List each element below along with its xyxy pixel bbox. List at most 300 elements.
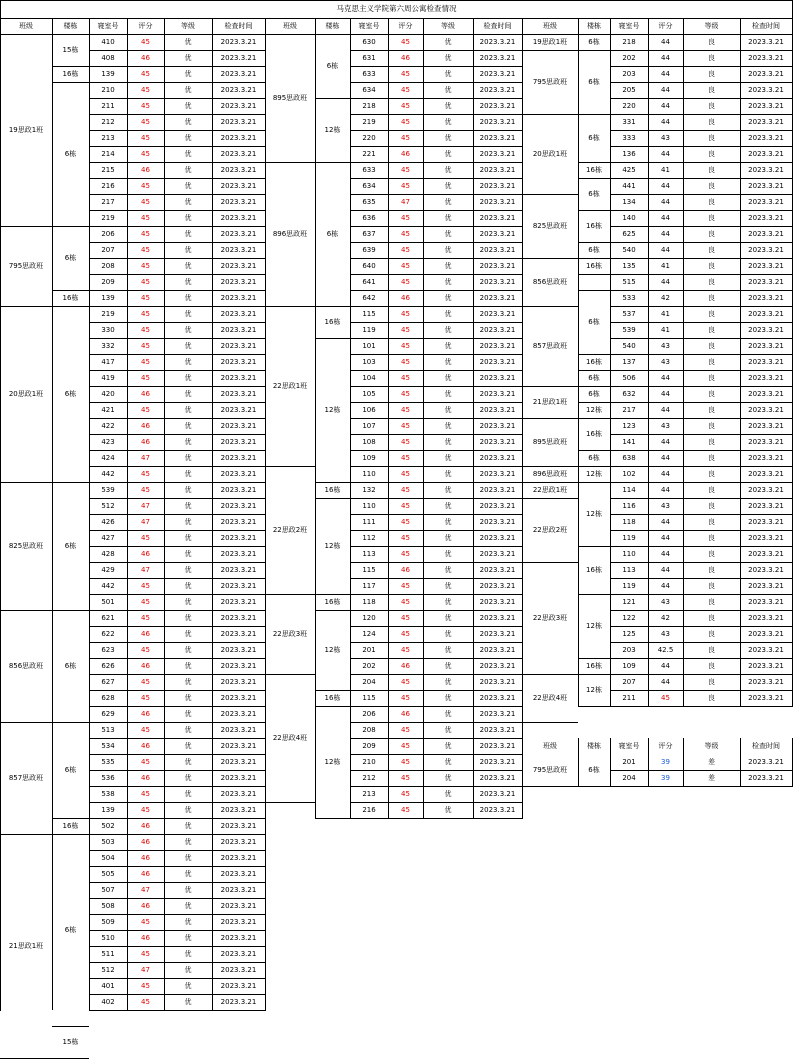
check-date: 2023.3.21 [220, 261, 257, 270]
score: 44 [661, 229, 670, 238]
room-number: 622 [101, 629, 115, 638]
check-date: 2023.3.21 [748, 597, 784, 606]
check-date: 2023.3.21 [479, 421, 516, 430]
grade: 优 [184, 725, 192, 734]
room-number: 333 [622, 133, 636, 142]
grade: 良 [708, 357, 715, 366]
score: 45 [401, 485, 410, 494]
check-date: 2023.3.21 [220, 485, 257, 494]
score: 44 [661, 485, 670, 494]
room-number: 211 [622, 693, 636, 702]
room-number: 202 [362, 661, 376, 670]
check-date: 2023.3.21 [748, 501, 784, 510]
room-number: 429 [101, 565, 115, 574]
column-header: 寝室号 [618, 741, 640, 750]
room-number: 117 [362, 581, 376, 590]
check-date: 2023.3.21 [220, 981, 257, 990]
grade: 优 [184, 677, 192, 686]
check-date: 2023.3.21 [479, 37, 516, 46]
room-number: 535 [101, 757, 115, 766]
room-number: 119 [362, 325, 376, 334]
score: 45 [141, 149, 150, 158]
check-date: 2023.3.21 [220, 421, 257, 430]
check-date: 2023.3.21 [220, 773, 257, 782]
grade: 良 [708, 229, 715, 238]
score: 45 [401, 501, 410, 510]
room-number: 508 [101, 901, 115, 910]
score: 45 [401, 789, 410, 798]
room-number: 513 [101, 725, 115, 734]
check-date: 2023.3.21 [748, 197, 784, 206]
room-number: 139 [101, 69, 115, 78]
check-date: 2023.3.21 [220, 613, 257, 622]
building-name: 16栋 [324, 597, 341, 606]
check-date: 2023.3.21 [220, 853, 257, 862]
check-date: 2023.3.21 [479, 389, 516, 398]
room-number: 211 [101, 101, 115, 110]
check-date: 2023.3.21 [748, 213, 784, 222]
check-date: 2023.3.21 [748, 693, 784, 702]
building-name: 6栋 [64, 765, 77, 774]
grade: 优 [444, 149, 452, 158]
score: 47 [141, 565, 150, 574]
score: 47 [401, 197, 410, 206]
building-name: 6栋 [64, 661, 77, 670]
score: 47 [141, 517, 150, 526]
grade: 优 [444, 453, 452, 462]
grade: 优 [184, 757, 192, 766]
building-name: 12栋 [586, 469, 602, 478]
grade: 优 [444, 581, 452, 590]
building-name: 6栋 [588, 37, 600, 46]
score: 45 [141, 981, 150, 990]
check-date: 2023.3.21 [479, 485, 516, 494]
grade: 优 [184, 741, 192, 750]
room-number: 424 [101, 453, 115, 462]
room-number: 113 [622, 565, 636, 574]
class-name: 795思政班 [532, 765, 568, 774]
building-name: 6栋 [588, 453, 600, 462]
score: 46 [141, 421, 150, 430]
grade: 良 [708, 261, 715, 270]
column-header: 寝室号 [618, 21, 640, 30]
check-date: 2023.3.21 [479, 533, 516, 542]
room-number: 135 [622, 261, 636, 270]
grade: 优 [184, 373, 192, 382]
grid-line [0, 0, 793, 1]
class-name: 825思政班 [8, 541, 44, 550]
grade: 良 [708, 197, 715, 206]
grade: 优 [184, 949, 192, 958]
score: 44 [661, 405, 670, 414]
grade: 优 [184, 885, 192, 894]
score: 44 [661, 101, 670, 110]
check-date: 2023.3.21 [220, 373, 257, 382]
check-date: 2023.3.21 [220, 645, 257, 654]
grade: 优 [444, 53, 452, 62]
check-date: 2023.3.21 [748, 661, 784, 670]
check-date: 2023.3.21 [748, 453, 784, 462]
class-name: 857思政班 [8, 773, 44, 782]
grade: 优 [184, 501, 192, 510]
check-date: 2023.3.21 [748, 757, 784, 766]
class-name: 22思政2班 [272, 525, 308, 534]
grade: 良 [708, 613, 715, 622]
check-date: 2023.3.21 [220, 549, 257, 558]
grade: 优 [184, 261, 192, 270]
score: 45 [141, 37, 150, 46]
check-date: 2023.3.21 [220, 277, 257, 286]
check-date: 2023.3.21 [479, 725, 516, 734]
room-number: 210 [362, 757, 376, 766]
room-number: 637 [362, 229, 376, 238]
room-number: 401 [101, 981, 115, 990]
room-number: 332 [101, 341, 115, 350]
room-number: 216 [362, 805, 376, 814]
grid-line [0, 18, 266, 19]
room-number: 633 [362, 69, 376, 78]
check-date: 2023.3.21 [220, 69, 257, 78]
score: 44 [661, 85, 670, 94]
grade: 良 [708, 581, 715, 590]
check-date: 2023.3.21 [220, 533, 257, 542]
building-name: 16栋 [586, 221, 602, 230]
class-name: 22思政1班 [272, 381, 308, 390]
column-header: 寝室号 [358, 21, 380, 30]
score: 45 [401, 325, 410, 334]
score: 45 [401, 341, 410, 350]
class-name: 896思政班 [532, 469, 568, 478]
grade: 优 [184, 181, 192, 190]
score: 46 [141, 773, 150, 782]
check-date: 2023.3.21 [479, 517, 516, 526]
grade: 优 [184, 53, 192, 62]
room-number: 503 [101, 837, 115, 846]
score: 45 [401, 677, 410, 686]
room-number: 141 [622, 437, 636, 446]
score: 46 [141, 437, 150, 446]
grid-line [0, 0, 1, 18]
class-name: 22思政4班 [272, 733, 308, 742]
score: 47 [141, 453, 150, 462]
room-number: 627 [101, 677, 115, 686]
class-name: 857思政班 [532, 341, 568, 350]
room-number: 206 [362, 709, 376, 718]
score: 43 [661, 421, 670, 430]
grade: 优 [184, 229, 192, 238]
column-header: 楼栋 [587, 21, 601, 30]
grade: 优 [184, 533, 192, 542]
check-date: 2023.3.21 [220, 37, 257, 46]
room-number: 217 [101, 197, 115, 206]
score: 46 [401, 709, 410, 718]
room-number: 537 [622, 309, 636, 318]
score: 47 [141, 501, 150, 510]
room-number: 506 [622, 373, 636, 382]
check-date: 2023.3.21 [220, 917, 257, 926]
grade: 优 [184, 837, 192, 846]
building-name: 12栋 [586, 685, 602, 694]
score: 44 [661, 181, 670, 190]
grade: 良 [708, 533, 715, 542]
score: 45 [401, 421, 410, 430]
score: 46 [141, 821, 150, 830]
check-date: 2023.3.21 [748, 437, 784, 446]
check-date: 2023.3.21 [220, 565, 257, 574]
building-name: 6栋 [588, 133, 600, 142]
grade: 优 [444, 629, 452, 638]
column-header: 等级 [441, 21, 455, 30]
room-number: 107 [362, 421, 376, 430]
check-date: 2023.3.21 [479, 709, 516, 718]
grid-line [522, 786, 793, 787]
column-header: 班级 [283, 21, 297, 30]
room-number: 501 [101, 597, 115, 606]
check-date: 2023.3.21 [479, 133, 516, 142]
room-number: 641 [362, 277, 376, 286]
class-name: 825思政班 [532, 221, 568, 230]
grade: 优 [444, 469, 452, 478]
grade: 优 [184, 645, 192, 654]
room-number: 502 [101, 821, 115, 830]
building-name: 12栋 [586, 621, 602, 630]
room-number: 408 [101, 53, 115, 62]
room-number: 210 [101, 85, 115, 94]
grade: 优 [444, 325, 452, 334]
check-date: 2023.3.21 [748, 101, 784, 110]
grade: 优 [184, 965, 192, 974]
check-date: 2023.3.21 [479, 501, 516, 510]
score: 45 [401, 165, 410, 174]
room-number: 104 [362, 373, 376, 382]
class-name: 896思政班 [272, 229, 308, 238]
page-title: 马克思主义学院第六周公寓检查情况 [336, 4, 457, 14]
grade: 良 [708, 597, 715, 606]
score: 45 [141, 597, 150, 606]
score: 46 [401, 293, 410, 302]
room-number: 420 [101, 389, 115, 398]
check-date: 2023.3.21 [479, 325, 516, 334]
class-name: 795思政班 [8, 261, 44, 270]
check-date: 2023.3.21 [479, 405, 516, 414]
grade: 优 [444, 645, 452, 654]
check-date: 2023.3.21 [748, 53, 784, 62]
grade: 优 [444, 85, 452, 94]
score: 45 [401, 373, 410, 382]
column-header: 楼栋 [63, 21, 78, 30]
class-name: 22思政4班 [532, 693, 568, 702]
room-number: 112 [362, 533, 376, 542]
room-number: 515 [622, 277, 636, 286]
score: 46 [401, 53, 410, 62]
grade: 优 [184, 997, 192, 1006]
score: 45 [401, 533, 410, 542]
grade: 优 [184, 549, 192, 558]
grade: 优 [444, 389, 452, 398]
score: 45 [141, 69, 150, 78]
class-name: 22思政3班 [532, 613, 568, 622]
score: 45 [401, 549, 410, 558]
check-date: 2023.3.21 [479, 261, 516, 270]
building-name: 6栋 [588, 189, 600, 198]
building-name: 6栋 [588, 245, 600, 254]
check-date: 2023.3.21 [748, 373, 784, 382]
room-number: 219 [101, 213, 115, 222]
score: 45 [401, 181, 410, 190]
building-name: 12栋 [324, 405, 341, 414]
room-number: 134 [622, 197, 636, 206]
check-date: 2023.3.21 [479, 277, 516, 286]
building-name: 12栋 [324, 125, 341, 134]
room-number: 109 [622, 661, 636, 670]
building-name: 16栋 [586, 565, 602, 574]
score: 43 [661, 597, 670, 606]
check-date: 2023.3.21 [220, 149, 257, 158]
score: 45 [401, 117, 410, 126]
room-number: 115 [362, 565, 376, 574]
class-name: 22思政3班 [272, 629, 308, 638]
check-date: 2023.3.21 [479, 373, 516, 382]
building-name: 16栋 [62, 69, 79, 78]
check-date: 2023.3.21 [748, 677, 784, 686]
room-number: 201 [362, 645, 376, 654]
check-date: 2023.3.21 [479, 581, 516, 590]
check-date: 2023.3.21 [479, 741, 516, 750]
grade: 良 [708, 37, 715, 46]
grade: 良 [708, 309, 715, 318]
grade: 差 [708, 757, 715, 766]
check-date: 2023.3.21 [220, 757, 257, 766]
grade: 优 [444, 245, 452, 254]
column-header: 检查时间 [752, 741, 780, 750]
room-number: 105 [362, 389, 376, 398]
score: 45 [141, 245, 150, 254]
score: 45 [401, 469, 410, 478]
check-date: 2023.3.21 [748, 309, 784, 318]
check-date: 2023.3.21 [748, 181, 784, 190]
building-name: 6栋 [64, 389, 77, 398]
score: 41 [661, 309, 670, 318]
room-number: 102 [622, 469, 636, 478]
grade: 良 [708, 517, 715, 526]
room-number: 442 [101, 469, 115, 478]
check-date: 2023.3.21 [479, 149, 516, 158]
score: 45 [401, 69, 410, 78]
column-header: 评分 [658, 741, 673, 750]
check-date: 2023.3.21 [220, 53, 257, 62]
score: 46 [141, 165, 150, 174]
grade: 优 [444, 117, 452, 126]
score: 45 [141, 581, 150, 590]
class-name: 22思政1班 [532, 485, 568, 494]
check-date: 2023.3.21 [479, 645, 516, 654]
room-number: 113 [362, 549, 376, 558]
grade: 优 [184, 437, 192, 446]
building-name: 12栋 [324, 541, 341, 550]
score: 44 [661, 389, 670, 398]
grade: 优 [184, 917, 192, 926]
check-date: 2023.3.21 [220, 101, 257, 110]
grade: 优 [184, 485, 192, 494]
grid-line [265, 18, 523, 19]
grade: 优 [184, 581, 192, 590]
grade: 优 [184, 149, 192, 158]
score: 44 [661, 581, 670, 590]
check-date: 2023.3.21 [220, 805, 257, 814]
room-number: 640 [362, 261, 376, 270]
check-date: 2023.3.21 [748, 277, 784, 286]
room-number: 425 [622, 165, 636, 174]
check-date: 2023.3.21 [220, 837, 257, 846]
grid-line [265, 802, 315, 803]
check-date: 2023.3.21 [220, 357, 257, 366]
score: 44 [661, 661, 670, 670]
check-date: 2023.3.21 [748, 37, 784, 46]
score: 39 [661, 773, 670, 782]
check-date: 2023.3.21 [220, 885, 257, 894]
score: 45 [401, 741, 410, 750]
room-number: 422 [101, 421, 115, 430]
check-date: 2023.3.21 [748, 645, 784, 654]
room-number: 132 [362, 485, 376, 494]
score: 45 [141, 117, 150, 126]
grade: 优 [184, 469, 192, 478]
room-number: 108 [362, 437, 376, 446]
room-number: 202 [622, 53, 636, 62]
score: 46 [141, 869, 150, 878]
room-number: 120 [362, 613, 376, 622]
grade: 优 [184, 773, 192, 782]
building-name: 16栋 [586, 261, 602, 270]
check-date: 2023.3.21 [748, 357, 784, 366]
room-number: 215 [101, 165, 115, 174]
score: 43 [661, 501, 670, 510]
check-date: 2023.3.21 [748, 565, 784, 574]
score: 45 [401, 773, 410, 782]
room-number: 533 [622, 293, 636, 302]
score: 45 [141, 997, 150, 1006]
score: 43 [661, 357, 670, 366]
score: 44 [661, 117, 670, 126]
score: 46 [141, 853, 150, 862]
score: 45 [661, 693, 670, 702]
building-name: 6栋 [326, 61, 339, 70]
score: 45 [141, 725, 150, 734]
check-date: 2023.3.21 [220, 245, 257, 254]
score: 45 [141, 181, 150, 190]
column-header: 班级 [19, 21, 33, 30]
building-name: 12栋 [586, 405, 602, 414]
class-name: 895思政班 [272, 93, 308, 102]
room-number: 139 [101, 805, 115, 814]
room-number: 512 [101, 501, 115, 510]
score: 45 [401, 693, 410, 702]
score: 45 [141, 757, 150, 766]
column-header: 等级 [704, 21, 719, 30]
room-number: 509 [101, 917, 115, 926]
check-date: 2023.3.21 [479, 165, 516, 174]
grade: 良 [708, 325, 715, 334]
room-number: 635 [362, 197, 376, 206]
check-date: 2023.3.21 [220, 869, 257, 878]
column-header: 楼栋 [325, 21, 340, 30]
check-date: 2023.3.21 [479, 565, 516, 574]
grade: 优 [184, 277, 192, 286]
score: 45 [141, 917, 150, 926]
room-number: 331 [622, 117, 636, 126]
room-number: 623 [101, 645, 115, 654]
grade: 优 [184, 597, 192, 606]
